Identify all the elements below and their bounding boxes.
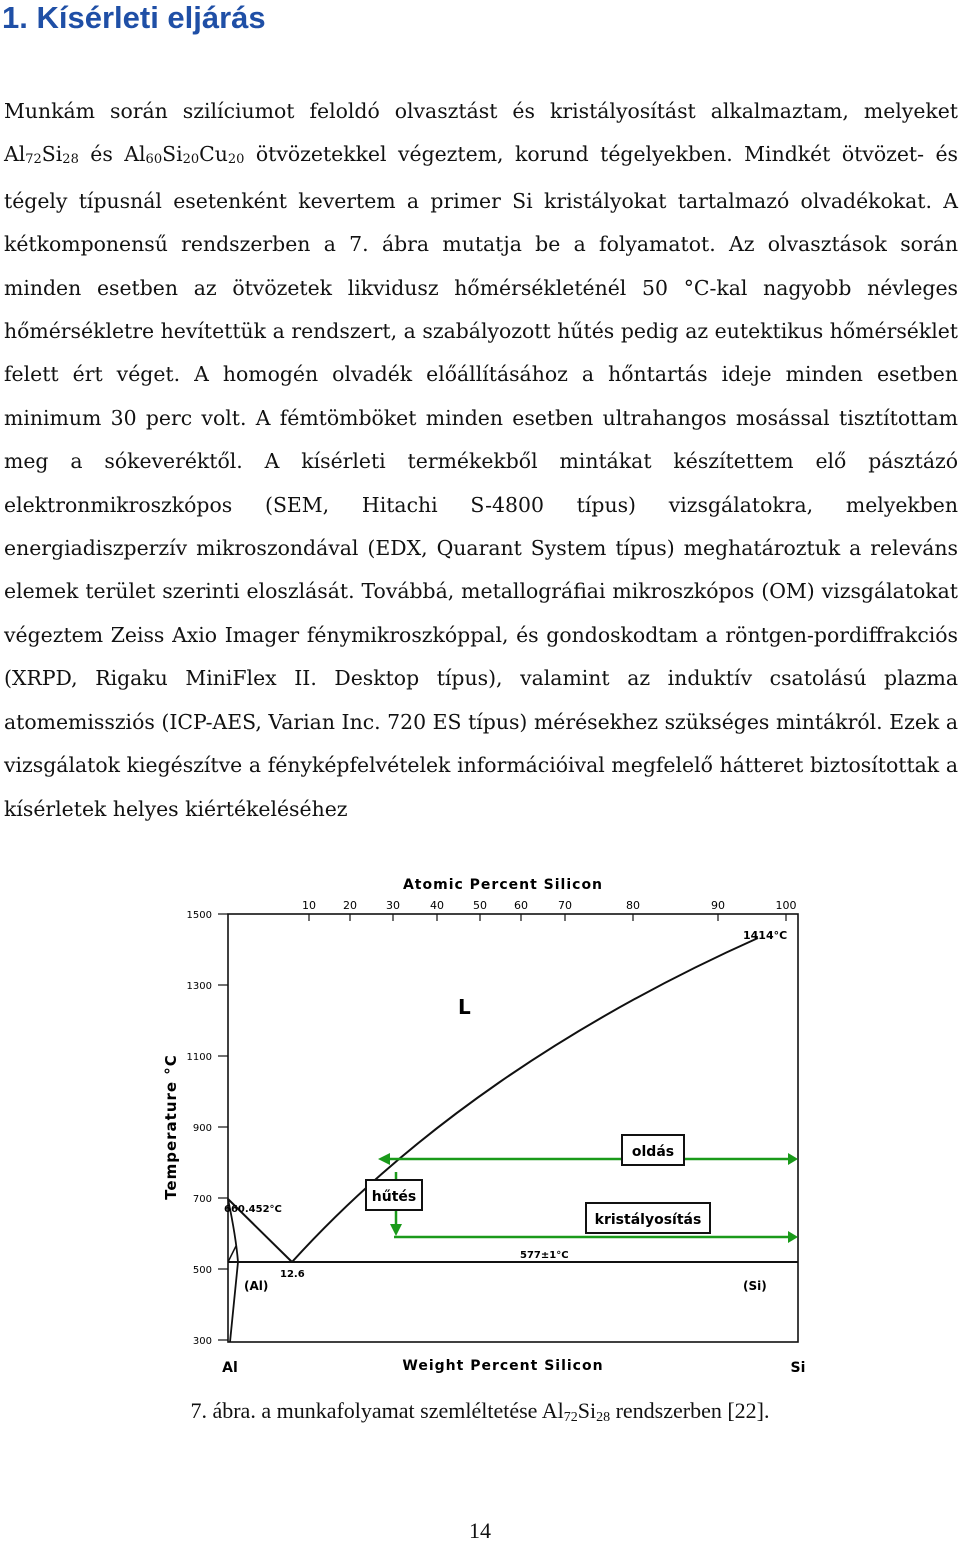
dissolve-label: oldás	[631, 1144, 675, 1160]
paragraph-text: Si	[41, 142, 63, 167]
top-axis-title: Atomic Percent Silicon	[402, 877, 604, 893]
paragraph-text: ötvözetekkel végeztem, korund tégelyekben. Mindkét ötvözet- és tégely típusnál esetenként kevertem a primer Si kristályokat tartalmazó olvadékokat. A kétkomponensű rendszerben a 7. ábra mutatja be a folyamatot. Az olvasztások során minden esetben az ötvözetek likvidusz hőmérsékleténél 50 °C-kal nagyobb névleges hőmérsékletre hevítettük a rendszert, a szabályozott hűtés pedig az eutektikus hőmérséklet felett ért véget. A homogén olvadék előállításához a hőntartás ideje minden esetben minimum 30 perc volt. A fémtömböket minden esetben ultrahangos mosással tisztítottam meg a sókeveréktől. A kísérleti termékekből mintákat készítettem elő pásztázó elektronmikroszkópos (SEM, Hitachi S-4800 típus) vizsgálatokra, melyekben energiadiszperzív mikroszondával (EDX, Quarant System típus) meghatároztuk a releváns elemek terület szerinti eloszlását. Továbbá, metallográfiai mikroszkópos (OM) vizsgálatokat végeztem Zeiss Axio Imager fénymikroszkóppal, és gondoskodtam a röntgen-pordiffrakciós (XRPD, Rigaku MiniFlex II. Desktop típus), valamint az induktív csatolású plazma atomemissziós (ICP-AES, Varian Inc. 720 ES típus) mérésekhez szükséges mintákról. Ezek a vizsgálatok kiegészítve a fényképfelvételek információival megfelelő hátteret biztosítottak a kísérletek helyes kiértékeléséhez	[4, 142, 958, 821]
dissolve-arrowhead-left	[378, 1153, 390, 1165]
al-phase-label: (Al)	[244, 1279, 269, 1293]
top-tick: 10	[302, 899, 316, 912]
y-axis-title: Temperature °C	[162, 1054, 180, 1200]
top-tick: 40	[430, 899, 444, 912]
phase-diagram-figure	[150, 872, 810, 1392]
dissolve-arrowhead	[788, 1153, 798, 1165]
top-tick-marks	[309, 914, 786, 921]
top-tick: 50	[473, 899, 487, 912]
top-tick: 100	[775, 899, 797, 912]
liquid-label: L	[458, 995, 471, 1019]
y-axis-ticks	[187, 910, 212, 1347]
y-tick: 700	[192, 1194, 212, 1205]
top-tick: 20	[343, 899, 357, 912]
subscript: 60	[145, 152, 163, 168]
section-heading: 1. Kísérleti eljárás	[2, 0, 266, 35]
y-tick: 1100	[186, 1052, 212, 1063]
subscript: 20	[227, 152, 245, 168]
paragraph-text: Munkám során szilíciumot feloldó olvasztást és kristályosítást alkalmaztam, melyeket Al	[4, 99, 958, 167]
paragraph-text: Si	[162, 142, 183, 167]
bottom-axis-title: Weight Percent Silicon	[402, 1358, 604, 1374]
al-axis-end: Al	[222, 1360, 238, 1376]
eutectic-temp-label: 577±1°C	[520, 1250, 569, 1261]
caption-text: 7. ábra. a munkafolyamat szemléltetése Al	[190, 1398, 564, 1423]
figure-caption	[0, 1398, 960, 1424]
caption-text: Si	[577, 1398, 597, 1423]
paragraph-text: és Al	[78, 142, 146, 167]
subscript: 28	[62, 152, 79, 168]
y-tick: 1500	[186, 910, 212, 921]
si-axis-end: Si	[790, 1360, 806, 1376]
al-solvus-line	[228, 1199, 238, 1342]
y-tick: 1300	[186, 981, 212, 992]
top-tick: 90	[711, 899, 725, 912]
page-number: 14	[469, 1518, 491, 1543]
cooling-label: hűtés	[371, 1189, 417, 1205]
y-tick: 300	[192, 1336, 212, 1347]
caption-text: rendszerben [22].	[610, 1398, 770, 1423]
subscript: 72	[25, 152, 42, 168]
top-tick: 30	[386, 899, 400, 912]
caption-subscript: 28	[596, 1410, 611, 1425]
si-phase-label: (Si)	[743, 1279, 767, 1293]
caption-subscript: 72	[563, 1410, 578, 1425]
top-tick: 80	[626, 899, 640, 912]
paragraph-text: Cu	[199, 142, 228, 167]
top-axis-ticks	[302, 899, 797, 912]
y-tick: 900	[192, 1123, 212, 1134]
cooling-arrowhead	[390, 1224, 402, 1236]
body-paragraph	[4, 90, 958, 831]
plot-frame	[228, 914, 798, 1342]
eutectic-comp-label: 12.6	[280, 1269, 305, 1280]
y-tick-marks	[218, 914, 228, 1340]
phase-diagram	[150, 872, 810, 1392]
crystallization-label: kristályosítás	[594, 1212, 702, 1228]
al-melting-label: 660.452°C	[224, 1204, 282, 1215]
crystal-arrowhead	[788, 1231, 798, 1243]
y-tick: 500	[192, 1265, 212, 1276]
si-melting-label: 1414°C	[743, 929, 788, 942]
top-tick: 70	[558, 899, 572, 912]
subscript: 20	[182, 152, 200, 168]
eutectic-marker	[228, 1246, 236, 1262]
top-tick: 60	[514, 899, 528, 912]
